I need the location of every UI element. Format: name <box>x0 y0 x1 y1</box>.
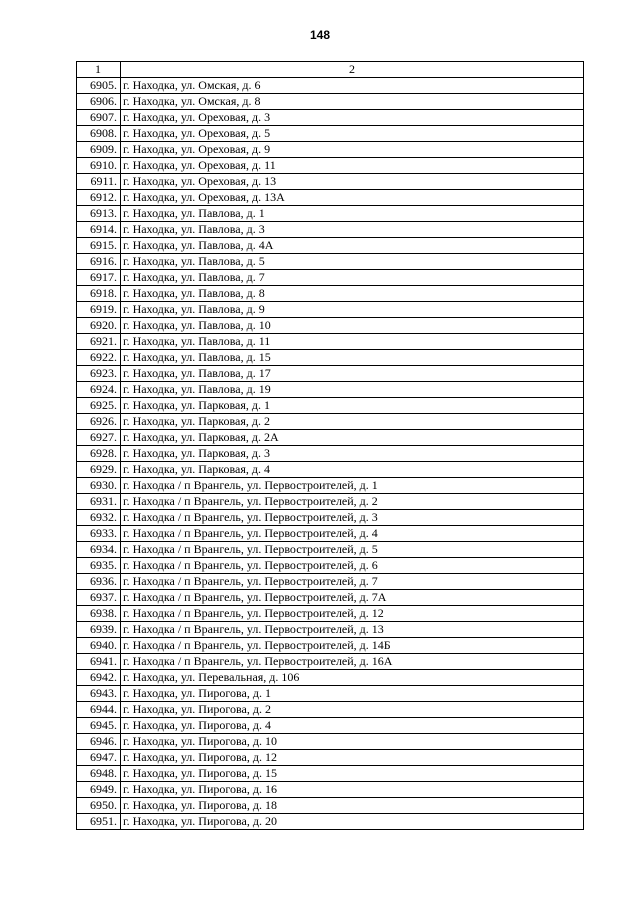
row-address: г. Находка, ул. Парковая, д. 2А <box>121 430 584 446</box>
row-address: г. Находка, ул. Пирогова, д. 12 <box>121 750 584 766</box>
row-address: г. Находка, ул. Павлова, д. 8 <box>121 286 584 302</box>
row-number: 6939. <box>77 622 121 638</box>
row-address: г. Находка, ул. Павлова, д. 7 <box>121 270 584 286</box>
address-table <box>76 61 584 830</box>
table-row <box>77 478 584 494</box>
row-address: г. Находка, ул. Павлова, д. 17 <box>121 366 584 382</box>
row-number: 6905. <box>77 78 121 94</box>
row-number: 6931. <box>77 494 121 510</box>
row-number: 6916. <box>77 254 121 270</box>
row-number: 6906. <box>77 94 121 110</box>
row-address: г. Находка / п Врангель, ул. Первостроителей, д. 14Б <box>121 638 584 654</box>
row-number: 6910. <box>77 158 121 174</box>
row-number: 6919. <box>77 302 121 318</box>
row-address: г. Находка, ул. Пирогова, д. 20 <box>121 814 584 830</box>
row-address: г. Находка, ул. Пирогова, д. 4 <box>121 718 584 734</box>
table-row <box>77 286 584 302</box>
row-number: 6943. <box>77 686 121 702</box>
row-address: г. Находка, ул. Пирогова, д. 10 <box>121 734 584 750</box>
row-number: 6947. <box>77 750 121 766</box>
table-row <box>77 270 584 286</box>
table-row <box>77 174 584 190</box>
table-row <box>77 222 584 238</box>
table-row <box>77 430 584 446</box>
row-number: 6908. <box>77 126 121 142</box>
row-address: г. Находка, ул. Павлова, д. 3 <box>121 222 584 238</box>
row-number: 6951. <box>77 814 121 830</box>
row-number: 6941. <box>77 654 121 670</box>
row-address: г. Находка / п Врангель, ул. Первостроителей, д. 3 <box>121 510 584 526</box>
row-number: 6936. <box>77 574 121 590</box>
row-number: 6912. <box>77 190 121 206</box>
table-row <box>77 446 584 462</box>
row-number: 6942. <box>77 670 121 686</box>
row-address: г. Находка / п Врангель, ул. Первостроителей, д. 7 <box>121 574 584 590</box>
table-row <box>77 670 584 686</box>
table-row <box>77 574 584 590</box>
table-row <box>77 110 584 126</box>
row-number: 6933. <box>77 526 121 542</box>
row-address: г. Находка, ул. Ореховая, д. 5 <box>121 126 584 142</box>
row-number: 6945. <box>77 718 121 734</box>
table-row <box>77 462 584 478</box>
row-number: 6927. <box>77 430 121 446</box>
row-address: г. Находка, ул. Пирогова, д. 15 <box>121 766 584 782</box>
table-row <box>77 622 584 638</box>
row-address: г. Находка / п Врангель, ул. Первостроителей, д. 1 <box>121 478 584 494</box>
table-row <box>77 126 584 142</box>
row-number: 6950. <box>77 798 121 814</box>
table-row <box>77 558 584 574</box>
table-row <box>77 334 584 350</box>
row-number: 6920. <box>77 318 121 334</box>
table-row <box>77 606 584 622</box>
table-row <box>77 206 584 222</box>
table-row <box>77 494 584 510</box>
row-address: г. Находка, ул. Перевальная, д. 106 <box>121 670 584 686</box>
table-row <box>77 510 584 526</box>
row-number: 6921. <box>77 334 121 350</box>
table-row <box>77 382 584 398</box>
row-address: г. Находка / п Врангель, ул. Первостроителей, д. 6 <box>121 558 584 574</box>
row-address: г. Находка, ул. Парковая, д. 4 <box>121 462 584 478</box>
row-address: г. Находка, ул. Пирогова, д. 2 <box>121 702 584 718</box>
table-row <box>77 782 584 798</box>
row-number: 6914. <box>77 222 121 238</box>
row-number: 6915. <box>77 238 121 254</box>
table-row <box>77 702 584 718</box>
row-number: 6940. <box>77 638 121 654</box>
row-number: 6923. <box>77 366 121 382</box>
table-row <box>77 734 584 750</box>
table-row <box>77 798 584 814</box>
table-row <box>77 142 584 158</box>
row-number: 6928. <box>77 446 121 462</box>
table-row <box>77 238 584 254</box>
table-header-row <box>77 62 584 78</box>
row-address: г. Находка, ул. Павлова, д. 9 <box>121 302 584 318</box>
row-address: г. Находка, ул. Ореховая, д. 9 <box>121 142 584 158</box>
row-number: 6934. <box>77 542 121 558</box>
row-address: г. Находка, ул. Павлова, д. 11 <box>121 334 584 350</box>
row-number: 6922. <box>77 350 121 366</box>
row-address: г. Находка / п Врангель, ул. Первостроителей, д. 12 <box>121 606 584 622</box>
row-number: 6918. <box>77 286 121 302</box>
row-number: 6935. <box>77 558 121 574</box>
row-address: г. Находка / п Врангель, ул. Первостроителей, д. 2 <box>121 494 584 510</box>
table-row <box>77 94 584 110</box>
row-address: г. Находка, ул. Ореховая, д. 13 <box>121 174 584 190</box>
row-address: г. Находка, ул. Омская, д. 8 <box>121 94 584 110</box>
table-row <box>77 366 584 382</box>
row-address: г. Находка, ул. Ореховая, д. 13А <box>121 190 584 206</box>
row-address: г. Находка, ул. Парковая, д. 2 <box>121 414 584 430</box>
row-address: г. Находка / п Врангель, ул. Первостроителей, д. 7А <box>121 590 584 606</box>
row-address: г. Находка / п Врангель, ул. Первостроителей, д. 13 <box>121 622 584 638</box>
page-number: 148 <box>309 28 331 42</box>
row-address: г. Находка / п Врангель, ул. Первостроителей, д. 5 <box>121 542 584 558</box>
row-number: 6925. <box>77 398 121 414</box>
table-row <box>77 718 584 734</box>
row-address: г. Находка, ул. Ореховая, д. 11 <box>121 158 584 174</box>
table-row <box>77 158 584 174</box>
row-address: г. Находка, ул. Павлова, д. 15 <box>121 350 584 366</box>
row-address: г. Находка, ул. Пирогова, д. 16 <box>121 782 584 798</box>
table-row <box>77 398 584 414</box>
row-address: г. Находка, ул. Парковая, д. 3 <box>121 446 584 462</box>
row-address: г. Находка, ул. Павлова, д. 19 <box>121 382 584 398</box>
row-number: 6932. <box>77 510 121 526</box>
row-number: 6909. <box>77 142 121 158</box>
row-number: 6926. <box>77 414 121 430</box>
row-number: 6911. <box>77 174 121 190</box>
row-number: 6937. <box>77 590 121 606</box>
table-row <box>77 542 584 558</box>
row-number: 6913. <box>77 206 121 222</box>
row-number: 6948. <box>77 766 121 782</box>
table-row <box>77 350 584 366</box>
row-number: 6949. <box>77 782 121 798</box>
row-address: г. Находка / п Врангель, ул. Первостроителей, д. 4 <box>121 526 584 542</box>
table-row <box>77 814 584 830</box>
row-address: г. Находка, ул. Павлова, д. 4А <box>121 238 584 254</box>
row-address: г. Находка, ул. Павлова, д. 1 <box>121 206 584 222</box>
table-row <box>77 638 584 654</box>
row-number: 6946. <box>77 734 121 750</box>
row-address: г. Находка, ул. Павлова, д. 10 <box>121 318 584 334</box>
row-number: 6930. <box>77 478 121 494</box>
row-address: г. Находка, ул. Пирогова, д. 18 <box>121 798 584 814</box>
row-address: г. Находка, ул. Омская, д. 6 <box>121 78 584 94</box>
table-row <box>77 190 584 206</box>
row-number: 6944. <box>77 702 121 718</box>
table-body <box>77 62 584 830</box>
row-number: 6917. <box>77 270 121 286</box>
row-address: г. Находка, ул. Пирогова, д. 1 <box>121 686 584 702</box>
table-row <box>77 318 584 334</box>
column-header-address: 2 <box>121 62 584 78</box>
table-row <box>77 254 584 270</box>
row-address: г. Находка, ул. Ореховая, д. 3 <box>121 110 584 126</box>
row-number: 6929. <box>77 462 121 478</box>
table-row <box>77 78 584 94</box>
row-number: 6938. <box>77 606 121 622</box>
row-address: г. Находка, ул. Павлова, д. 5 <box>121 254 584 270</box>
table-row <box>77 654 584 670</box>
table-row <box>77 590 584 606</box>
row-address: г. Находка / п Врангель, ул. Первостроителей, д. 16А <box>121 654 584 670</box>
table-row <box>77 526 584 542</box>
column-header-number: 1 <box>77 62 121 78</box>
table-row <box>77 414 584 430</box>
table-row <box>77 750 584 766</box>
table-row <box>77 302 584 318</box>
row-address: г. Находка, ул. Парковая, д. 1 <box>121 398 584 414</box>
table-row <box>77 686 584 702</box>
table-row <box>77 766 584 782</box>
row-number: 6924. <box>77 382 121 398</box>
row-number: 6907. <box>77 110 121 126</box>
